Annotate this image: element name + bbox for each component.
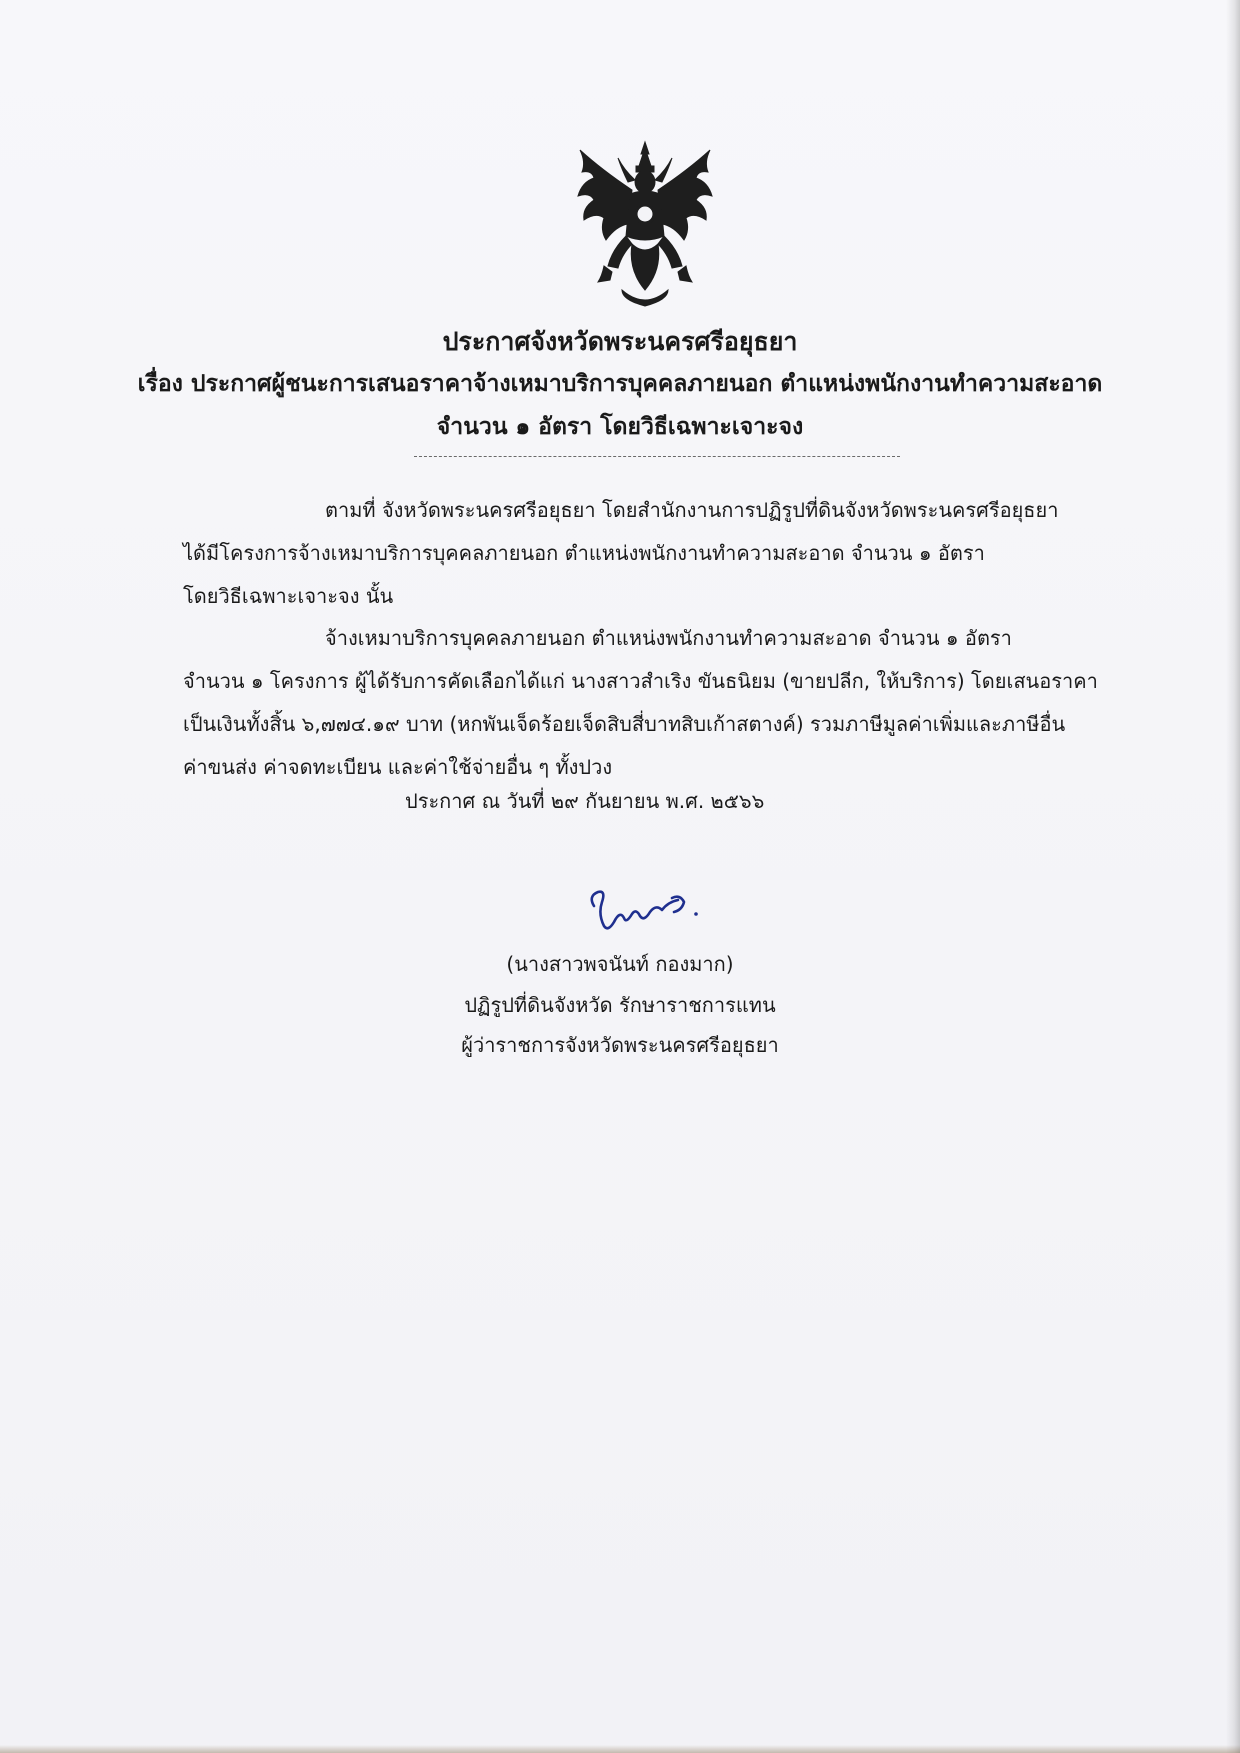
scan-edge-shadow xyxy=(1226,0,1240,1753)
garuda-emblem xyxy=(572,140,718,310)
signer-position-1: ปฏิรูปที่ดินจังหวัด รักษาราชการแทน xyxy=(464,993,776,1017)
announce-date: ประกาศ ณ วันที่ ๒๙ กันยายน พ.ศ. ๒๕๖๖ xyxy=(405,789,765,813)
document-title: ประกาศจังหวัดพระนครศรีอยุธยา xyxy=(442,327,798,356)
subject-line-2: จำนวน ๑ อัตรา โดยวิธีเฉพาะเจาะจง xyxy=(436,414,804,440)
handwritten-signature xyxy=(584,884,714,936)
paragraph-1-line-3: โดยวิธีเฉพาะเจาะจง นั้น xyxy=(183,584,394,608)
signer-name: (นางสาวพจนันท์ กองมาก) xyxy=(506,952,734,976)
scan-bottom-edge xyxy=(0,1745,1240,1753)
paragraph-1-line-1: ตามที่ จังหวัดพระนครศรีอยุธยา โดยสำนักงานการปฏิรูปที่ดินจังหวัดพระนครศรีอยุธยา xyxy=(325,498,1059,522)
paragraph-2-line-2: จำนวน ๑ โครงการ ผู้ได้รับการคัดเลือกได้แก่ นางสาวสำเริง ขันธนิยม (ขายปลีก, ให้บริการ) โดยเสนอราคา xyxy=(183,669,1098,693)
divider-dashed-line xyxy=(414,456,900,457)
paragraph-2-line-3: เป็นเงินทั้งสิ้น ๖,๗๗๔.๑๙ บาท (หกพันเจ็ดร้อยเจ็ดสิบสี่บาทสิบเก้าสตางค์) รวมภาษีมูลค่าเพิ่มและภาษีอื่น xyxy=(183,712,1066,736)
signer-position-2: ผู้ว่าราชการจังหวัดพระนครศรีอยุธยา xyxy=(461,1033,779,1057)
paragraph-2-line-1: จ้างเหมาบริการบุคคลภายนอก ตำแหน่งพนักงานทำความสะอาด จำนวน ๑ อัตรา xyxy=(325,626,1012,650)
paragraph-2-line-4: ค่าขนส่ง ค่าจดทะเบียน และค่าใช้จ่ายอื่น ๆ ทั้งปวง xyxy=(183,755,613,779)
paragraph-1-line-2: ได้มีโครงการจ้างเหมาบริการบุคคลภายนอก ตำแหน่งพนักงานทำความสะอาด จำนวน ๑ อัตรา xyxy=(183,541,985,565)
subject-line-1: เรื่อง ประกาศผู้ชนะการเสนอราคาจ้างเหมาบริการบุคคลภายนอก ตำแหน่งพนักงานทำความสะอาด xyxy=(137,371,1103,397)
